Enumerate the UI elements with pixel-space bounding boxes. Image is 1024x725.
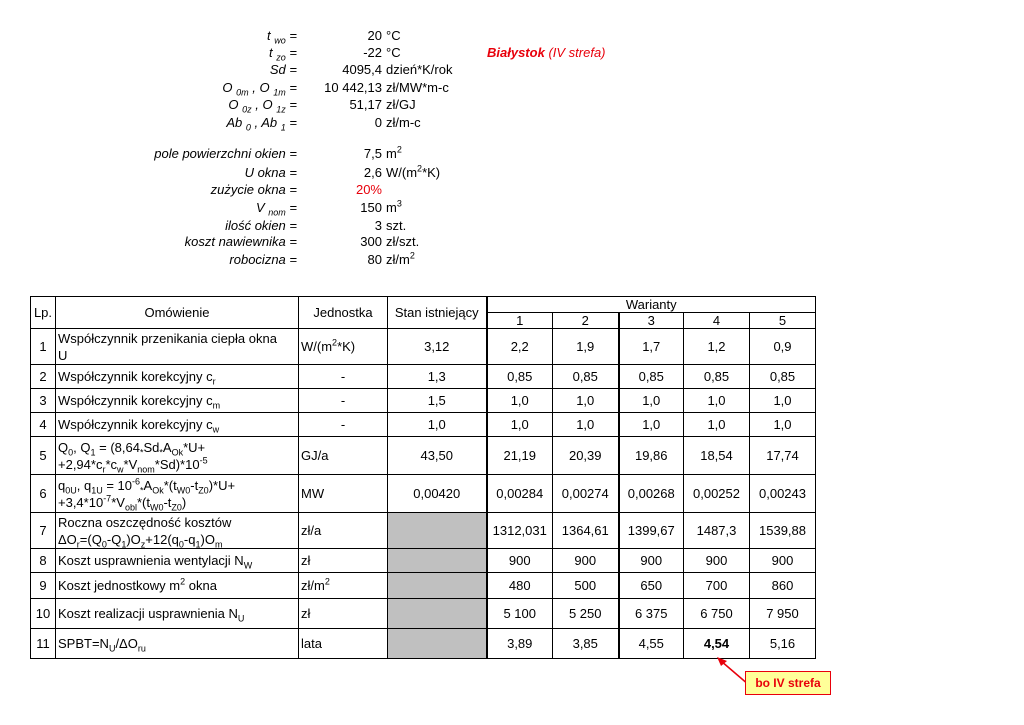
row-description: Koszt jednostkowy $m^2$ okna [56, 573, 299, 599]
row-unit: GJ/a [299, 437, 388, 475]
row-number: 5 [31, 437, 56, 475]
param-value: 51,17 [349, 97, 382, 112]
zone-label: (IV strefa) [548, 45, 606, 60]
window-param-label: V $_{nom}$ = [255, 200, 297, 218]
row-number: 1 [31, 329, 56, 365]
param-value: 20 [367, 28, 382, 43]
table-row [31, 475, 816, 513]
row-existing [388, 573, 487, 599]
row-description: $q_{0U}$, $q_{1U} = 10^{-6}_*A_{Ok}*(t_{W0}-t_{Z0})*U+$ $+3,4*10^{-7}*V_{obl}*(t_{W0}-t_{Z0})$ [56, 475, 299, 513]
row-variant-value: 0,85 [487, 365, 553, 389]
row-variant-value: 6 375 [619, 599, 684, 629]
table-row [31, 329, 816, 365]
row-description: Koszt realizacji usprawnienia $N_U$ [56, 599, 299, 629]
row-existing [388, 599, 487, 629]
row-variant-value: 0,00284 [487, 475, 553, 513]
param-unit: dzień*K/rok [386, 62, 453, 77]
param-label: t $_{zo}$ = [269, 45, 297, 63]
header-description: Omówienie [56, 297, 299, 329]
row-variant-value: 7 950 [750, 599, 816, 629]
row-unit: zł [299, 599, 388, 629]
row-existing [388, 629, 487, 659]
window-param-label: zużycie okna = [210, 182, 297, 197]
row-variant-value: 4,55 [619, 629, 684, 659]
param-unit: zł/MW*m-c [386, 80, 449, 95]
header-variants: Warianty [487, 297, 816, 313]
window-param-unit: $zł/m^2$ [386, 250, 415, 267]
row-variant-value: 0,00268 [619, 475, 684, 513]
row-number: 4 [31, 413, 56, 437]
header-existing: Stan istniejący [388, 297, 487, 329]
row-number: 10 [31, 599, 56, 629]
param-label: O $_{0z}$ , O $_{1z}$ = [228, 97, 297, 115]
window-param-unit: $m^2$ [386, 144, 402, 161]
table-row [31, 573, 816, 599]
row-variant-value: 1,2 [684, 329, 750, 365]
window-param-value: 300 [360, 234, 382, 249]
row-variant-value: 3,89 [487, 629, 553, 659]
row-variant-value: 1,0 [487, 413, 553, 437]
row-variant-value: 1,0 [750, 389, 816, 413]
row-variant-value: 1312,031 [487, 513, 553, 549]
row-variant-value: 19,86 [619, 437, 684, 475]
row-existing: 1,5 [388, 389, 487, 413]
row-description: Współczynnik korekcyjny $c_m$ [56, 389, 299, 413]
param-value: -22 [363, 45, 382, 60]
row-unit: $W/(m^2*K)$ [299, 329, 388, 365]
row-variant-value: 6 750 [684, 599, 750, 629]
variants-table [30, 296, 816, 659]
window-param-unit: $m^3$ [386, 198, 402, 215]
row-existing: 3,12 [388, 329, 487, 365]
window-param-label: ilość okien = [225, 218, 297, 233]
row-existing: 1,3 [388, 365, 487, 389]
param-label: Sd = [269, 62, 297, 77]
row-existing [388, 549, 487, 573]
table-row [31, 389, 816, 413]
row-variant-value: 1,7 [619, 329, 684, 365]
row-variant-value: 5,16 [750, 629, 816, 659]
row-variant-value: 0,00274 [553, 475, 619, 513]
row-description: Koszt usprawnienia wentylacji $N_W$ [56, 549, 299, 573]
row-variant-value: 20,39 [553, 437, 619, 475]
row-variant-value: 1,0 [553, 389, 619, 413]
window-param-label: U okna = [244, 165, 297, 180]
param-unit: °C [386, 28, 401, 43]
table-row [31, 629, 816, 659]
row-description: $Q_0$, $Q_1 = (8,64_*Sd_*A_{Ok}*U+$ $+2,94*c_r*c_w*V_{nom}*Sd)*10^{-5}$ [56, 437, 299, 475]
row-variant-value: 0,85 [553, 365, 619, 389]
row-variant-value: 1,0 [619, 389, 684, 413]
window-param-value: 3 [374, 218, 382, 233]
variant-number: 5 [750, 313, 816, 329]
row-variant-value: 1399,67 [619, 513, 684, 549]
row-number: 2 [31, 365, 56, 389]
table-row [31, 365, 816, 389]
row-unit: - [299, 389, 388, 413]
header-lp: Lp. [31, 297, 56, 329]
row-variant-value: 700 [684, 573, 750, 599]
row-variant-value: 21,19 [487, 437, 553, 475]
row-number: 8 [31, 549, 56, 573]
row-variant-value: 2,2 [487, 329, 553, 365]
row-variant-value: 1,0 [750, 413, 816, 437]
variant-number: 1 [487, 313, 553, 329]
row-unit: zł [299, 549, 388, 573]
note-box: bo IV strefa [745, 671, 831, 695]
row-variant-value: 5 250 [553, 599, 619, 629]
param-value: 4095,4 [342, 62, 382, 77]
row-variant-value: 1,9 [553, 329, 619, 365]
table-row [31, 413, 816, 437]
table-row [31, 513, 816, 549]
row-description: Współczynnik korekcyjny $c_w$ [56, 413, 299, 437]
row-variant-value: 5 100 [487, 599, 553, 629]
row-unit: lata [299, 629, 388, 659]
row-variant-value: 860 [750, 573, 816, 599]
row-variant-value: 0,9 [750, 329, 816, 365]
row-number: 7 [31, 513, 56, 549]
variant-number: 2 [553, 313, 619, 329]
row-variant-value: 1,0 [684, 389, 750, 413]
row-number: 9 [31, 573, 56, 599]
param-unit: zł/GJ [386, 97, 416, 112]
window-param-value: 2,6 [363, 165, 382, 180]
row-existing [388, 513, 487, 549]
table-row [31, 549, 816, 573]
row-variant-value: 0,85 [684, 365, 750, 389]
row-variant-value: 3,85 [553, 629, 619, 659]
param-unit: °C [386, 45, 401, 60]
window-param-value: 7,5 [363, 146, 382, 161]
row-variant-value: 0,85 [619, 365, 684, 389]
window-param-value: 20% [355, 182, 382, 197]
location-label [487, 45, 606, 60]
param-label: O $_{0m}$ , O $_{1m}$ = [222, 80, 297, 98]
row-variant-value: 1539,88 [750, 513, 816, 549]
row-variant-value: 900 [684, 549, 750, 573]
row-existing: 43,50 [388, 437, 487, 475]
variant-number: 3 [619, 313, 684, 329]
row-variant-value: 1,0 [619, 413, 684, 437]
row-description: Roczna oszczędność kosztów $\Delta O_r=(Q_0-Q_1)O_z+12(q_0-q_1)O_m$ [56, 513, 299, 549]
row-variant-value: 0,85 [750, 365, 816, 389]
window-param-label: koszt nawiewnika = [184, 234, 297, 249]
row-variant-value: 18,54 [684, 437, 750, 475]
row-variant-value: 900 [619, 549, 684, 573]
param-value: 10 442,13 [324, 80, 382, 95]
param-unit: zł/m-c [386, 115, 421, 130]
row-variant-value: 650 [619, 573, 684, 599]
window-param-unit: $W/(m^2*K)$ [386, 163, 441, 180]
row-variant-value: 0,00243 [750, 475, 816, 513]
row-number: 6 [31, 475, 56, 513]
row-variant-value: 1,0 [553, 413, 619, 437]
row-variant-value: 480 [487, 573, 553, 599]
row-number: 3 [31, 389, 56, 413]
window-param-unit: szt. [386, 218, 407, 233]
row-variant-value: 1487,3 [684, 513, 750, 549]
row-unit: zł/a [299, 513, 388, 549]
window-param-unit: zł/szt. [386, 234, 420, 249]
row-variant-value: 900 [553, 549, 619, 573]
param-label: t $_{wo}$ = [267, 28, 297, 46]
variant-number: 4 [684, 313, 750, 329]
row-variant-value: 1,0 [684, 413, 750, 437]
table-row [31, 437, 816, 475]
row-variant-value: 4,54 [684, 629, 750, 659]
row-unit: $zł/m^2$ [299, 573, 388, 599]
row-variant-value: 900 [750, 549, 816, 573]
row-variant-value: 0,00252 [684, 475, 750, 513]
row-existing: 0,00420 [388, 475, 487, 513]
row-description: $SPBT=N_U/\Delta O_{ru}$ [56, 629, 299, 659]
window-param-label: robocizna = [229, 252, 297, 267]
row-variant-value: 17,74 [750, 437, 816, 475]
table-row [31, 599, 816, 629]
row-unit: - [299, 413, 388, 437]
row-unit: - [299, 365, 388, 389]
window-param-label: pole powierzchni okien = [154, 146, 297, 161]
city-name: Białystok [487, 45, 545, 60]
row-variant-value: 500 [553, 573, 619, 599]
row-description: Współczynnik korekcyjny $c_r$ [56, 365, 299, 389]
header-unit: Jednostka [299, 297, 388, 329]
row-existing: 1,0 [388, 413, 487, 437]
window-param-value: 80 [367, 252, 382, 267]
row-variant-value: 1,0 [487, 389, 553, 413]
param-value: 0 [374, 115, 382, 130]
row-variant-value: 900 [487, 549, 553, 573]
row-variant-value: 1364,61 [553, 513, 619, 549]
row-number: 11 [31, 629, 56, 659]
row-unit: MW [299, 475, 388, 513]
row-description: Współczynnik przenikania ciepła okna U [56, 329, 299, 365]
window-param-value: 150 [360, 200, 382, 215]
param-label: Ab $_0$ , Ab $_1$ = [226, 115, 297, 133]
